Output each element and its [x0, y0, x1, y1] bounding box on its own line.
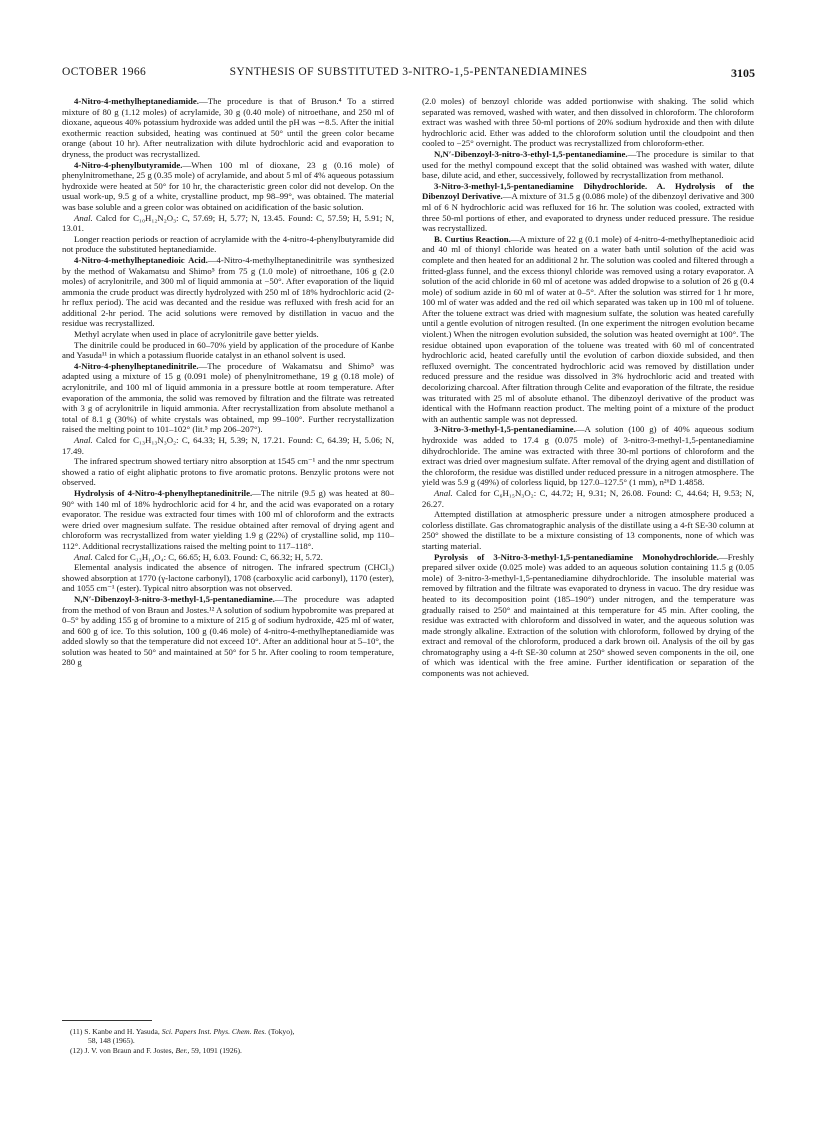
- paragraph-text: —The procedure is similar to that used for the methyl compound except that the solid obtained was washed with water, dilute base, dilute acid, and ether, successively, followed by recrystallization from methanol.: [422, 148, 754, 181]
- paragraph: [422, 234, 754, 425]
- paragraph-text: Calcd for C₆H₁₅N₃O₂: C, 44.72; H, 9.31; N, 26.08. Found: C, 44.64; H, 9.53; N, 26.27.: [422, 487, 754, 509]
- right-column: [422, 96, 754, 679]
- paragraph: [62, 361, 394, 435]
- paragraph: [422, 488, 754, 509]
- section-heading: 4-Nitro-4-phenylbutyramide.: [74, 159, 183, 170]
- paragraph-text: —A mixture of 31.5 g (0.086 mole) of the dibenzoyl derivative and 300 ml of 6 N hydrochloric acid was refluxed for 16 hr. The solution was cooled, extracted with three 50-ml portions of ether, and evaporated to dryness under reduced pressure. The residue was recrystallized.: [422, 191, 754, 234]
- paragraph: [62, 160, 394, 213]
- paragraph-text: —A solution (100 g) of 40% aqueous sodium hydroxide was added to 17.4 g (0.075 mole) of 3-nitro-3-methyl-1,5-pentanediamine dihydrochloride. The amine was extracted with three 30-ml portions of chloroform and the extract was dried over magnesium sulfate. After removal of the drying agent and distillation of the chloroform, the residue was distilled under reduced pressure in a nitrogen atmosphere. The yield was 5.9 g (49%) of colorless liquid, bp 127.0–127.5° (1 mm), n²⁶D 1.4858.: [422, 424, 754, 488]
- paragraph-text: —4-Nitro-4-methylheptanedinitrile was synthesized by the method of Wakamatsu and Shimo⁵ from 75 g (1.0 mole) of nitroethane, 106 g (2.0 moles) of acrylonitrile, and 300 ml of liquid ammonia at −50°. After evaporation of the liquid ammonia the crude product was directly hydrolyzed with 250 ml of 18% hydrochloric acid (2-hr reflux period). The acid was decanted and the residue was refluxed with fresh acid for an additional 2-hr period. The acid solutions were removed by distillation in vacuo and the residue was recrystallized.: [62, 254, 394, 329]
- paragraph: [62, 552, 394, 563]
- footnote: [70, 1027, 390, 1036]
- footnote-rule: [62, 1020, 152, 1021]
- section-heading: N,N′-Dibenzoyl-3-nitro-3-methyl-1,5-pentanediamine.: [74, 593, 275, 604]
- paragraph-text: —Freshly prepared silver oxide (0.025 mole) was added to an aqueous solution containing 11.5 g (0.05 mole) of 3-nitro-3-methyl-1,5-pentanediamine dihydrochloride. The insoluble material was removed by filtration and the filtrate was evaporated to dryness in vacuo. The dry residue was heated to its decomposition point (185–190°) under nitrogen, and the temperature was gradually raised to 250° and maintained at this temperature for 45 min. After cooling, the residue was extracted with chloroform and dissolved in water, and the aqueous solution was made strongly alkaline. Extraction of the solution with chloroform, followed by drying of the extract and removal of the chloroform, produced a dark brown oil. Analysis of the oil by gas chromatography using a 4-ft SE-30 column at 250° showed seven components in the oil, one of which was identical with the free amine. Further identification or separation of the components was not achieved.: [422, 551, 754, 679]
- paragraph-text: —The nitrile (9.5 g) was heated at 80–90° with 140 ml of 18% hydrochloric acid for 4 hr, and the acid was evaporated on a rotary evaporator. The residue was extracted four times with 100 ml of chloroform and the extracts were dried over magnesium sulfate. The residue obtained after removal of drying agent and chloroform was recrystallized from water yielding 1.9 g (22%) of crystalline solid, mp 110–112°. Additional recrystallizations raised the melting point to 117–118°.: [62, 487, 394, 551]
- paragraph: [422, 552, 754, 679]
- paragraph-text: —The procedure was adapted from the method of von Braun and Jostes.¹² A solution of sodium hypobromite was prepared at 0–5° by adding 155 g of bromine to a mixture of 215 g of sodium hydroxide, 425 ml of water, and 600 g of ice. To this solution, 100 g (0.46 mole) of 4-nitro-4-methylheptanediamide was added slowly so that the temperature did not exceed 10°. After an additional hour at 5–10°, the solution was heated to 50° and maintained at 50° for 5 hr. After cooling to room temperature, 280 g: [62, 593, 394, 668]
- paragraph: [62, 340, 394, 361]
- paragraph: [62, 456, 394, 488]
- running-header: [62, 66, 755, 82]
- paragraph-text: (2.0 moles) of benzoyl chloride was added portionwise with shaking. The solid which separated was removed, washed with water, and then dissolved in chloroform. The chloroform extract was washed with three 50-ml portions of 20% sodium hydroxide and then with dilute hydrochloric acid. Ether was added to the chloroform solution until the cloudpoint and then cooled to −25° overnight. The product was recrystallized from chloroform-ether.: [422, 96, 754, 149]
- paragraph-text: The infrared spectrum showed tertiary nitro absorption at 1545 cm⁻¹ and the nmr spectrum showed a ratio of eight aliphatic protons to five aromatic protons. Benzylic protons were not observed.: [62, 456, 394, 488]
- paragraph-text: Methyl acrylate when used in place of acrylonitrile gave better yields.: [74, 329, 319, 340]
- paragraph-text: —The procedure of Wakamatsu and Shimo⁵ was adapted using a mixture of 15 g (0.091 mole) of phenylnitromethane, 19 g (0.18 mole) of acrylonitrile, and 100 ml of liquid ammonia in a pressure bottle at room temperature. After evaporation of the ammonia, the solid was removed by filtration and the filtrate was retreated with 3 g of acrylonitrile in liquid ammonia. After recrystallization from absolute methanol a total of 8.1 g (30%) of white crystals was obtained, mp 99–100°. Further recrystallization raised the melting point to 101–102° (lit.⁵ mp 206–207°).: [62, 360, 394, 435]
- paragraph: [62, 488, 394, 552]
- section-heading: 3-Nitro-3-methyl-1,5-pentanediamine Dihydrochloride. A. Hydrolysis of the Dibenzoyl Derivative.: [422, 180, 754, 202]
- paragraph-text: Calcd for C₁₀H₁₂N₂O₃: C, 57.69; H, 5.77; N, 13.45. Found: C, 57.59; H, 5.91; N, 13.01.: [62, 212, 394, 234]
- footnote-lead: (12) J. V. von Braun and F. Jostes,: [70, 1045, 176, 1055]
- paragraph: [62, 255, 394, 329]
- paragraph: [422, 509, 754, 551]
- section-heading: 4-Nitro-4-phenylheptanedinitrile.: [74, 360, 199, 371]
- header-date: OCTOBER 1966: [62, 66, 147, 78]
- footnote: [70, 1046, 390, 1055]
- analysis-label: Anal.: [74, 551, 93, 562]
- analysis-label: Anal.: [434, 487, 453, 498]
- paragraph: [62, 435, 394, 456]
- section-heading: 4-Nitro-4-methylheptanediamide.: [74, 96, 199, 106]
- left-column: [62, 96, 394, 668]
- paragraph: [422, 149, 754, 181]
- paragraph: [62, 594, 394, 668]
- section-heading: Hydrolysis of 4-Nitro-4-phenylheptanedinitrile.: [74, 487, 253, 498]
- page-number: 3105: [731, 66, 755, 80]
- paragraph-text: —The procedure is that of Bruson.⁴ To a stirred mixture of 80 g (1.12 moles) of acrylamide, 30 g (0.40 mole) of nitroethane, and 250 ml of dioxane, aqueous 40% potassium hydroxide was added until the pH was ∽8.5. After the initial exothermic reaction subsided, heating was continued at 50° until the green color became orange (about 10 hr). After neutralization with dilute hydrochloric acid and evaporation to dryness, the product was recrystallized.: [62, 96, 394, 159]
- analysis-label: Anal.: [74, 212, 93, 223]
- paragraph-text: Elemental analysis indicated the absence of nitrogen. The infrared spectrum (CHCl₃) showed absorption at 1770 (γ-lactone carbonyl), 1708 (carboxylic acid carbonyl), 1170 (ester), and 1055 cm⁻¹ (ester). Typical nitro absorption was not observed.: [62, 562, 394, 594]
- paragraph-text: The dinitrile could be produced in 60–70% yield by application of the procedure of Kanbe and Yasuda¹¹ in which a potassium fluoride catalyst in an ethanol solvent is used.: [62, 339, 394, 361]
- footnote-continuation: 58, 148 (1965).: [88, 1036, 135, 1046]
- footnote-lead: (11) S. Kanbe and H. Yasuda,: [70, 1027, 162, 1036]
- section-heading: 3-Nitro-3-methyl-1,5-pentanediamine.: [434, 424, 576, 435]
- paragraph: [62, 234, 394, 255]
- section-heading: Pyrolysis of 3-Nitro-3-methyl-1,5-pentanediamine Monohydrochloride.: [434, 551, 719, 562]
- section-heading: 4-Nitro-4-methylheptanedioic Acid.: [74, 254, 208, 265]
- paragraph: [62, 329, 394, 340]
- paragraph-text: Attempted distillation at atmospheric pressure under a nitrogen atmosphere produced a colorless distillate. Gas chromatographic analysis of the distillate using a 4-ft SE-30 column at 250° showed the distillate to be a mixture consisting of 13 components, none of which was starting material.: [422, 509, 754, 551]
- section-heading: N,N′-Dibenzoyl-3-nitro-3-ethyl-1,5-pentanediamine.: [434, 148, 628, 159]
- paragraph-text: Calcd for C₁₃H₁₃N₃O₂: C, 64.33; H, 5.39; N, 17.21. Found: C, 64.39; H, 5.06; N, 17.49.: [62, 435, 394, 456]
- footnote-tail: (Tokyo),: [266, 1027, 295, 1036]
- header-title: SYNTHESIS OF SUBSTITUTED 3-NITRO-1,5-PENTANEDIAMINES: [229, 66, 588, 78]
- footnotes: [70, 1027, 390, 1055]
- paragraph: [422, 424, 754, 488]
- footnote-tail: 59, 1091 (1926).: [189, 1045, 242, 1055]
- paragraph-text: Calcd for C₁₃H₁₄O₄: C, 66.65; H, 6.03. Found: C, 66.32; H, 5.72.: [92, 551, 323, 562]
- paragraph: [62, 213, 394, 234]
- footnote-journal: Sci. Papers Inst. Phys. Chem. Res.: [161, 1027, 267, 1036]
- paragraph: [422, 181, 754, 234]
- paragraph-text: —A mixture of 22 g (0.1 mole) of 4-nitro-4-methylheptanedioic acid and 40 ml of thionyl chloride was heated on a water bath until solution of the acid was complete and then heated for an additional 2 hr. The solution was cooled and filtered through a fritted-glass funnel, and the excess thionyl chloride was removed using a rotary evaporator. A solution of the acid chloride in 60 ml of acetone was added dropwise to a solution of 26 g (0.4 mole) of sodium azide in 60 ml of water at 0–5°. After the solution was stirred for 1 hr more, 100 ml of water was added and the red oil which separated was taken up in 100 ml of toluene. After the toluene extract was dried with magnesium sulfate, the solution was heated carefully until a gentle evolution of nitrogen resulted. (In one experiment the nitrogen evolution became violent.) When the nitrogen evolution subsided, the solution was heated overnight at 100°. The residue obtained upon evaporation of the toluene was treated with 60 ml of concentrated hydrochloric acid, heated carefully until the evolution of carbon dioxide subsided, and then refluxed overnight. The concentrated hydrochloric acid was removed by distillation under reduced pressure and the residue was dissolved in 3% hydrochloric acid and treated with decolorizing charcoal. After filtration through Celite and evaporation of the filtrate, the residue was triturated with 25 ml of absolute ethanol. The dibenzoyl derivative of the product was identical with the Hofmann reaction product. The melting point of a mixture of the product with an authentic sample was not depressed.: [422, 233, 754, 424]
- section-heading: B. Curtius Reaction.: [434, 233, 511, 244]
- paragraph: [62, 562, 394, 594]
- paragraph: [422, 96, 754, 149]
- paragraph-text: Longer reaction periods or reaction of acrylamide with the 4-nitro-4-phenylbutyramide did not produce the substituted heptanediamide.: [62, 233, 394, 255]
- paragraph-text: —When 100 ml of dioxane, 23 g (0.16 mole) of phenylnitromethane, 25 g (0.35 mole) of acrylamide, and about 5 ml of 4% aqueous potassium hydroxide were heated at 50° for 10 hr, the characteristic green color did not develop. On the usual work-up, 9.5 g of a white, crystalline product, mp 98–99°, was obtained. The material was base soluble and a green color was obtained on acidification of the basic solution.: [62, 159, 394, 212]
- analysis-label: Anal.: [74, 435, 93, 445]
- footnote-journal: Ber.,: [175, 1045, 190, 1055]
- paragraph: [62, 96, 394, 160]
